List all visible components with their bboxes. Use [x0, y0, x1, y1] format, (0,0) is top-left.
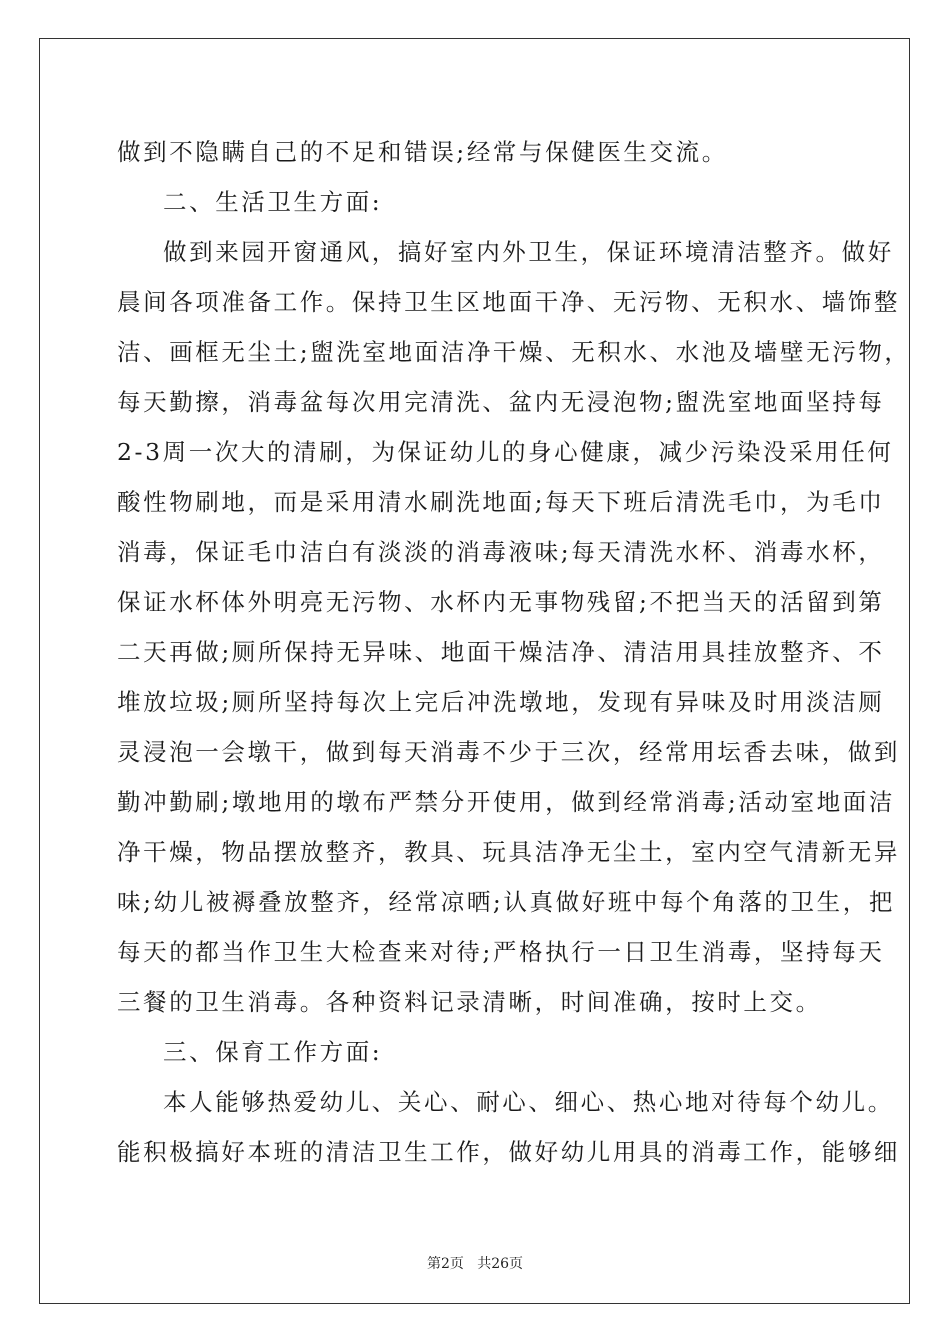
text-line: 二天再做;厕所保持无异味、地面干燥洁净、清洁用具挂放整齐、不: [117, 638, 885, 666]
text-line: 做到来园开窗通风，搞好室内外卫生，保证环境清洁整齐。做好: [163, 238, 894, 266]
text-line: 净干燥，物品摆放整齐，教具、玩具洁净无尘土，室内空气清新无异: [117, 838, 900, 866]
section-heading: 三、保育工作方面:: [163, 1038, 383, 1066]
section-heading: 二、生活卫生方面:: [163, 188, 383, 216]
text-line: 消毒，保证毛巾洁白有淡淡的消毒液味;每天清洗水杯、消毒水杯，: [117, 538, 885, 566]
text-line: 灵浸泡一会墩干，做到每天消毒不少于三次，经常用坛香去味，做到: [117, 738, 900, 766]
text-line: 每天勤擦，消毒盆每次用完清洗、盆内无浸泡物;盥洗室地面坚持每: [117, 388, 885, 416]
text-line: 能积极搞好本班的清洁卫生工作，做好幼儿用具的消毒工作，能够细: [117, 1138, 900, 1166]
text-line: 本人能够热爱幼儿、关心、耐心、细心、热心地对待每个幼儿。: [163, 1088, 894, 1116]
text-line: 洁、画框无尘土;盥洗室地面洁净干燥、无积水、水池及墙壁无污物，: [117, 338, 911, 366]
text-line: 三餐的卫生消毒。各种资料记录清晰，时间准确，按时上交。: [117, 988, 822, 1016]
text-line: 勤冲勤刷;墩地用的墩布严禁分开使用，做到经常消毒;活动室地面洁: [117, 788, 895, 816]
text-line: 保证水杯体外明亮无污物、水杯内无事物残留;不把当天的活留到第: [117, 588, 885, 616]
text-line: 味;幼儿被褥叠放整齐，经常凉晒;认真做好班中每个角落的卫生，把: [117, 888, 895, 916]
page-number-footer: 第2页 共26页: [426, 1256, 524, 1272]
text-line: 2-3周一次大的清刷，为保证幼儿的身心健康，减少污染没采用任何: [117, 438, 894, 466]
text-line: 每天的都当作卫生大检查来对待;严格执行一日卫生消毒，坚持每天: [117, 938, 885, 966]
text-line: 酸性物刷地，而是采用清水刷洗地面;每天下班后清洗毛巾，为毛巾: [117, 488, 885, 516]
text-line: 堆放垃圾;厕所坚持每次上完后冲洗墩地，发现有异味及时用淡洁厕: [117, 688, 885, 716]
text-line: 做到不隐瞒自己的不足和错误;经常与保健医生交流。: [117, 138, 728, 166]
text-line: 晨间各项准备工作。保持卫生区地面干净、无污物、无积水、墙饰整: [117, 288, 900, 316]
